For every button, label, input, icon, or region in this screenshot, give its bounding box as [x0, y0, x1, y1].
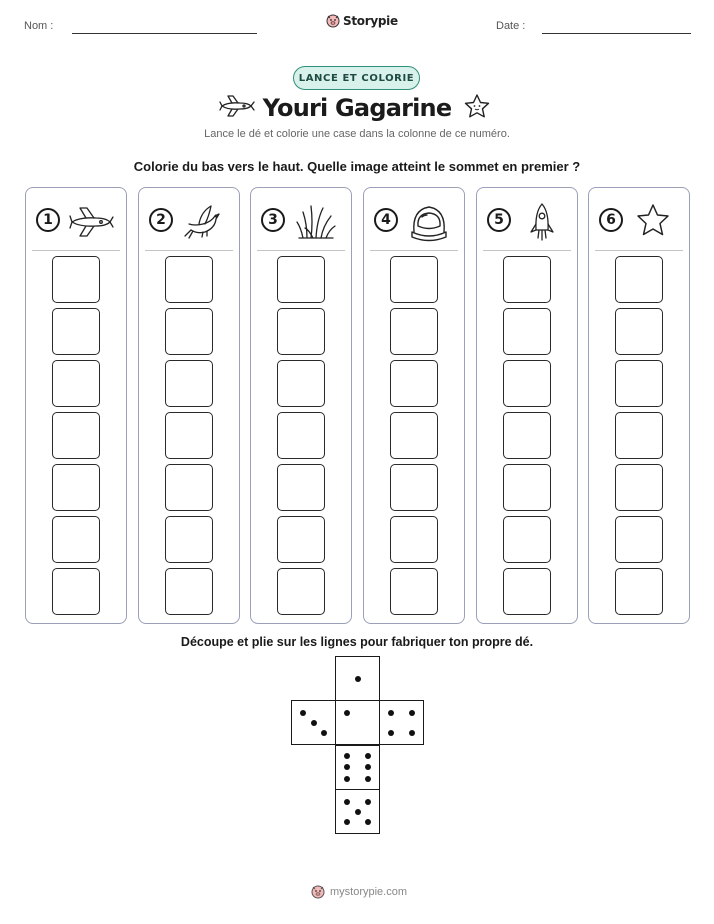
column-divider: [483, 250, 571, 251]
pip: [388, 730, 394, 736]
die-face-center: [335, 700, 380, 745]
instruction: Colorie du bas vers le haut. Quelle image atteint le sommet en premier ?: [133, 159, 581, 174]
column-header: [589, 202, 689, 242]
color-cell[interactable]: [615, 308, 663, 355]
die-face-left: [291, 700, 336, 745]
color-cell[interactable]: [165, 256, 213, 303]
pip: [344, 776, 350, 782]
pip: [300, 710, 306, 716]
color-cell[interactable]: [390, 464, 438, 511]
column-header: [477, 202, 577, 242]
pip: [321, 730, 327, 736]
name-label: Nom :: [24, 20, 54, 32]
pig-mascot-icon: [326, 13, 340, 29]
column-2: [138, 187, 240, 624]
column-number: 4: [374, 208, 398, 232]
color-cell[interactable]: [52, 360, 100, 407]
footer-url[interactable]: mystorypie.com: [330, 886, 408, 898]
column-5: [476, 187, 578, 624]
color-cell[interactable]: [503, 308, 551, 355]
column-number: 3: [261, 208, 285, 232]
column-header: [251, 202, 351, 242]
pip: [365, 819, 371, 825]
color-cell[interactable]: [615, 360, 663, 407]
color-cell[interactable]: [277, 412, 325, 459]
color-cell[interactable]: [165, 360, 213, 407]
color-cell[interactable]: [165, 516, 213, 563]
color-cell[interactable]: [390, 308, 438, 355]
column-header: [26, 202, 126, 242]
color-cell[interactable]: [615, 568, 663, 615]
color-cell[interactable]: [277, 256, 325, 303]
pip: [344, 764, 350, 770]
column-divider: [32, 250, 120, 251]
color-cell[interactable]: [503, 412, 551, 459]
column-header: [364, 202, 464, 242]
pip: [311, 720, 317, 726]
column-6: [588, 187, 690, 624]
column-number: 6: [599, 208, 623, 232]
pip: [365, 764, 371, 770]
color-cell[interactable]: [165, 568, 213, 615]
star-icon: [631, 202, 677, 242]
pip: [409, 730, 415, 736]
color-cell[interactable]: [390, 256, 438, 303]
color-cell[interactable]: [390, 568, 438, 615]
column-4: [363, 187, 465, 624]
color-cell[interactable]: [615, 412, 663, 459]
die-face-below-center: [335, 745, 380, 790]
airplane-icon: [68, 202, 114, 242]
footer: [310, 884, 407, 900]
color-cell[interactable]: [277, 360, 325, 407]
subtitle: Lance le dé et colorie une case dans la colonne de ce numéro.: [204, 128, 510, 140]
page-title: Youri Gagarine: [262, 94, 452, 122]
cut-instruction: Découpe et plie sur les lignes pour fabriquer ton propre dé.: [180, 635, 534, 649]
date-line: [542, 33, 691, 34]
color-cell[interactable]: [165, 308, 213, 355]
star-icon: [462, 92, 492, 120]
column-divider: [257, 250, 345, 251]
color-cell[interactable]: [390, 412, 438, 459]
color-cell[interactable]: [165, 412, 213, 459]
pip: [365, 776, 371, 782]
column-header: [139, 202, 239, 242]
category-badge: LANCE ET COLORIE: [293, 66, 420, 90]
color-cell[interactable]: [52, 568, 100, 615]
color-cell[interactable]: [52, 412, 100, 459]
color-cell[interactable]: [615, 516, 663, 563]
brand-logo: [326, 13, 398, 29]
color-cell[interactable]: [52, 256, 100, 303]
color-cell[interactable]: [615, 464, 663, 511]
color-cell[interactable]: [277, 568, 325, 615]
die-face-bottom: [335, 789, 380, 834]
color-cell[interactable]: [390, 516, 438, 563]
pip: [344, 753, 350, 759]
color-cell[interactable]: [503, 568, 551, 615]
die-face-right: [379, 700, 424, 745]
column-number: 5: [487, 208, 511, 232]
color-cell[interactable]: [277, 516, 325, 563]
pip: [344, 819, 350, 825]
color-cell[interactable]: [503, 516, 551, 563]
name-line: [72, 33, 257, 34]
color-cell[interactable]: [615, 256, 663, 303]
pip: [344, 710, 350, 716]
pip: [344, 799, 350, 805]
die-face-top: [335, 656, 380, 701]
color-cell[interactable]: [503, 464, 551, 511]
column-number: 1: [36, 208, 60, 232]
grass-icon: [293, 202, 339, 242]
bird-icon: [181, 202, 227, 242]
color-cell[interactable]: [503, 256, 551, 303]
color-cell[interactable]: [277, 308, 325, 355]
brand-name: Storypie: [343, 14, 398, 28]
color-cell[interactable]: [52, 464, 100, 511]
pip: [365, 799, 371, 805]
pip: [388, 710, 394, 716]
column-divider: [370, 250, 458, 251]
astronaut-helmet-icon: [406, 202, 452, 242]
column-number: 2: [149, 208, 173, 232]
color-cell[interactable]: [52, 308, 100, 355]
pig-mascot-icon: [310, 884, 326, 900]
pip: [355, 676, 361, 682]
column-3: [250, 187, 352, 624]
column-divider: [595, 250, 683, 251]
rocket-icon: [519, 202, 565, 242]
column-1: [25, 187, 127, 624]
airplane-icon: [218, 93, 256, 119]
color-cell[interactable]: [503, 360, 551, 407]
pip: [409, 710, 415, 716]
pip: [365, 753, 371, 759]
date-label: Date :: [496, 20, 526, 32]
color-cell[interactable]: [52, 516, 100, 563]
color-cell[interactable]: [277, 464, 325, 511]
color-cell[interactable]: [165, 464, 213, 511]
pip: [355, 809, 361, 815]
column-divider: [145, 250, 233, 251]
color-cell[interactable]: [390, 360, 438, 407]
